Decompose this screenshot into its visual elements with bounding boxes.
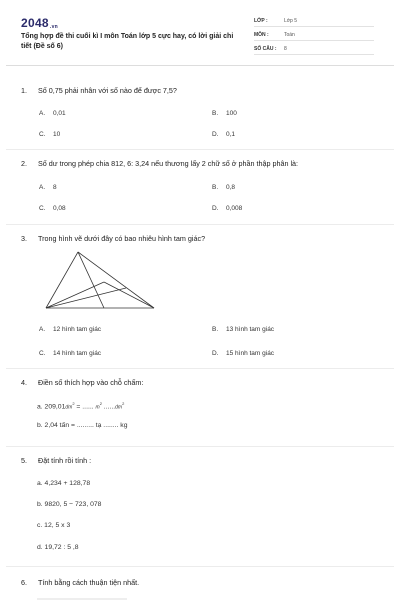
figure-line [104, 282, 154, 308]
document-title: Tổng hợp đề thi cuối kì I môn Toán lớp 5 cực hay, có lời giải chi tiết (Đề số 6) [21, 33, 234, 50]
q5-line-b: b. 9820, 5 − 723, 078 [37, 501, 102, 508]
divider [6, 368, 394, 369]
q5-line-c: c. 12, 5 x 3 [37, 522, 71, 529]
question-6: 6. Tính bằng cách thuận tiện nhất. [21, 578, 140, 587]
meta-subject: MÔN : Toán [254, 30, 374, 41]
q4-line-b: b. 2,04 tấn = ......... tạ ........ kg [37, 422, 128, 429]
q2-option-c[interactable]: C. 0,08 [39, 205, 66, 212]
site-logo[interactable]: 2048.vn [21, 16, 59, 30]
q1-option-b[interactable]: B. 100 [212, 110, 237, 117]
meta-grade: LỚP : Lớp 5 [254, 16, 374, 27]
q1-option-c[interactable]: C. 10 [39, 131, 61, 138]
divider [6, 224, 394, 225]
figure-line [46, 252, 78, 308]
meta-question-count: SỐ CÂU : 8 [254, 44, 374, 55]
q2-option-a[interactable]: A. 8 [39, 184, 57, 191]
figure-line [46, 282, 104, 308]
question-4: 4. Điền số thích hợp vào chỗ chấm: [21, 378, 144, 387]
q5-line-a: a. 4,234 + 128,78 [37, 480, 91, 487]
question-2: 2. Số dư trong phép chia 812, 6: 3,24 nếu thương lấy 2 chữ số ở phần thập phân là: [21, 159, 299, 168]
divider [6, 149, 394, 150]
question-5: 5. Đặt tính rồi tính : [21, 456, 92, 465]
q3-option-b[interactable]: B. 13 hình tam giác [212, 326, 275, 333]
q1-option-d[interactable]: D. 0,1 [212, 131, 236, 138]
divider [6, 446, 394, 447]
q3-option-d[interactable]: D. 15 hình tam giác [212, 350, 275, 357]
q4-line-a: a. $209,01dm^2$ = ...... $m^2$ $......dm^2$ [37, 401, 125, 411]
q2-option-d[interactable]: D. 0,008 [212, 205, 243, 212]
figure-line [78, 252, 154, 308]
figure-line [46, 288, 126, 308]
q5-line-d: d. 19,72 : 5 ,8 [37, 544, 79, 551]
divider [6, 566, 394, 567]
q1-option-a[interactable]: A. 0,01 [39, 110, 66, 117]
question-3: 3. Trong hình vẽ dưới đây có bao nhiêu hình tam giác? [21, 234, 206, 243]
q3-option-c[interactable]: C. 14 hình tam giác [39, 350, 102, 357]
q3-option-a[interactable]: A. 12 hình tam giác [39, 326, 102, 333]
document-header [6, 4, 394, 66]
question-1: 1. Số 0,75 phải nhân với số nào để được 7,5? [21, 86, 177, 95]
triangle-figure [44, 250, 156, 312]
figure-line [78, 252, 104, 308]
document-page [6, 4, 394, 600]
q2-option-b[interactable]: B. 0,8 [212, 184, 236, 191]
